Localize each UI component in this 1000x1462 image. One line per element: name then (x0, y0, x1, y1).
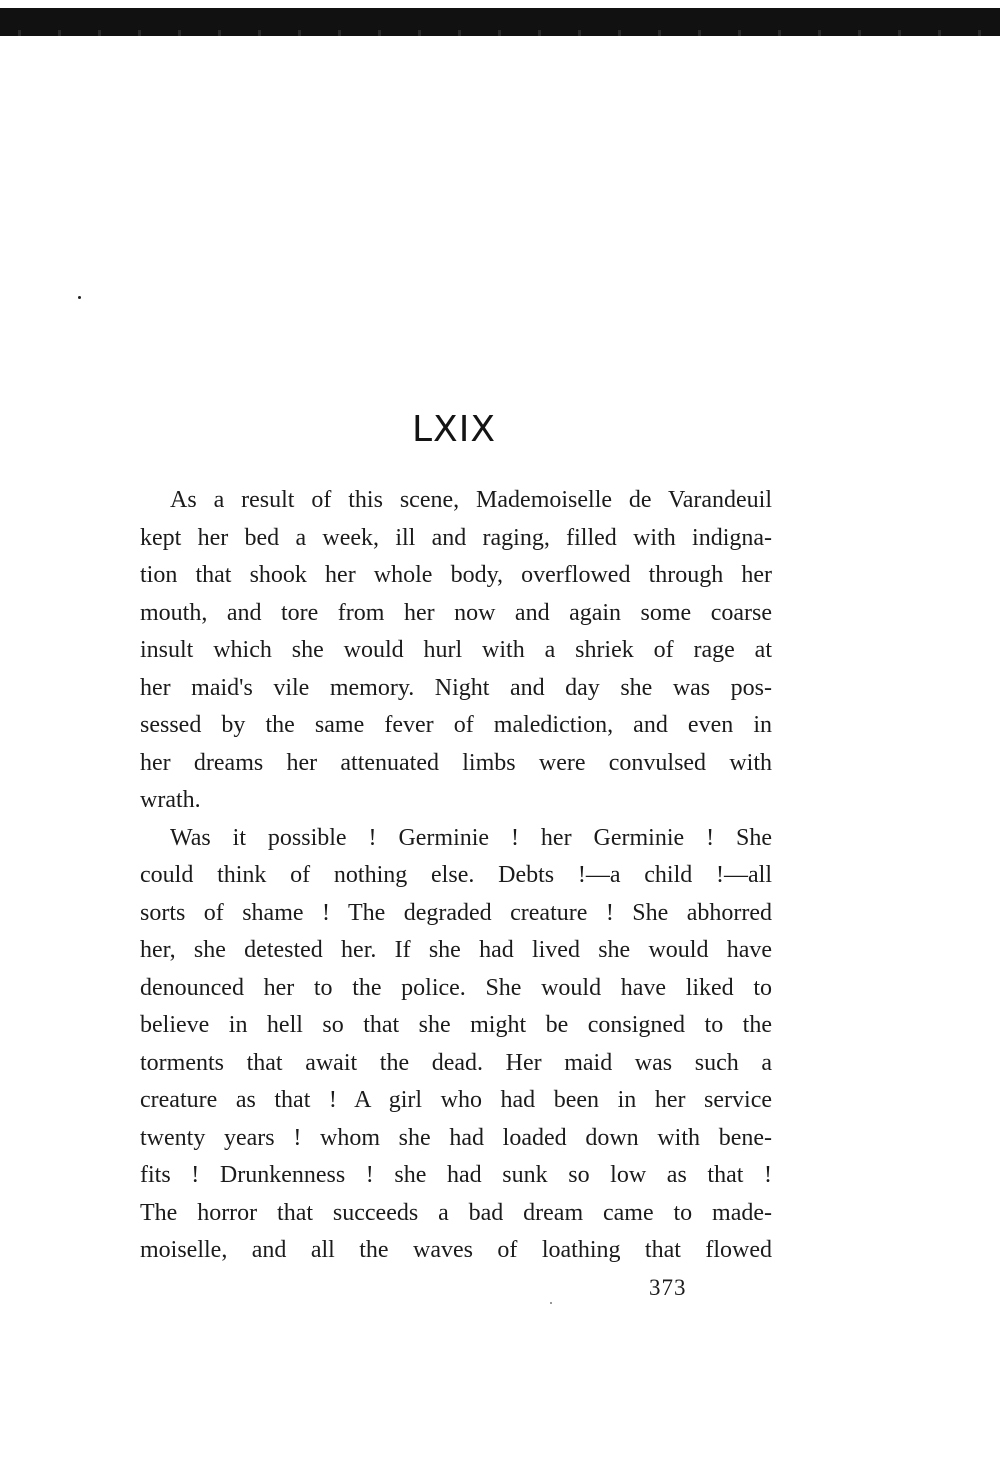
paragraph-1-line: tion that shook her whole body, overflowed through her (140, 562, 772, 588)
paragraph-2-line: sorts of shame ! The degraded creature ! She abhorred (140, 899, 772, 926)
paragraph-1-line: mouth, and tore from her now and again some coarse (140, 599, 772, 626)
paragraph-1-line: As a result of this scene, Mademoiselle de Varandeuil (170, 487, 772, 513)
scan-edge-bar (0, 0, 1000, 44)
chapter-title: LXIX (412, 409, 496, 451)
paragraph-2-line: denounced her to the police. She would have liked to (140, 974, 772, 1001)
paragraph-2-line: believe in hell so that she might be consigned to the (140, 1012, 772, 1038)
paragraph-1-line: insult which she would hurl with a shriek of rage at (140, 637, 772, 663)
paragraph-2-line: The horror that succeeds a bad dream came to made- (140, 1199, 772, 1226)
body-text (140, 482, 772, 1270)
paragraph-1-line: kept her bed a week, ill and raging, filled with indigna- (140, 524, 772, 551)
paragraph-2-line: Was it possible ! Germinie ! her Germinie ! She (170, 824, 772, 851)
paragraph-2-line: torments that await the dead. Her maid was such a (140, 1049, 772, 1076)
paragraph-2-line: her, she detested her. If she had lived she would have (140, 937, 772, 963)
paragraph-2-line: fits ! Drunkenness ! she had sunk so low as that ! (140, 1162, 772, 1188)
paragraph-2-line: moiselle, and all the waves of loathing that flowed (140, 1237, 772, 1263)
paragraph-2-line: twenty years ! whom she had loaded down with bene- (140, 1124, 772, 1151)
page-number: 373 (649, 1275, 687, 1300)
paragraph-1-line: her dreams her attenuated limbs were convulsed with (140, 749, 772, 776)
scan-speck (78, 296, 81, 299)
paragraph-2-line: creature as that ! A girl who had been in her service (140, 1087, 772, 1113)
paragraph-1-line: her maid's vile memory. Night and day she was pos- (140, 674, 772, 701)
paragraph-1-line: wrath. (140, 787, 201, 813)
paragraph-1-line: sessed by the same fever of malediction, and even in (140, 712, 772, 738)
paragraph-2-line: could think of nothing else. Debts !—a child !—all (140, 862, 772, 888)
scan-speck (550, 1302, 552, 1304)
